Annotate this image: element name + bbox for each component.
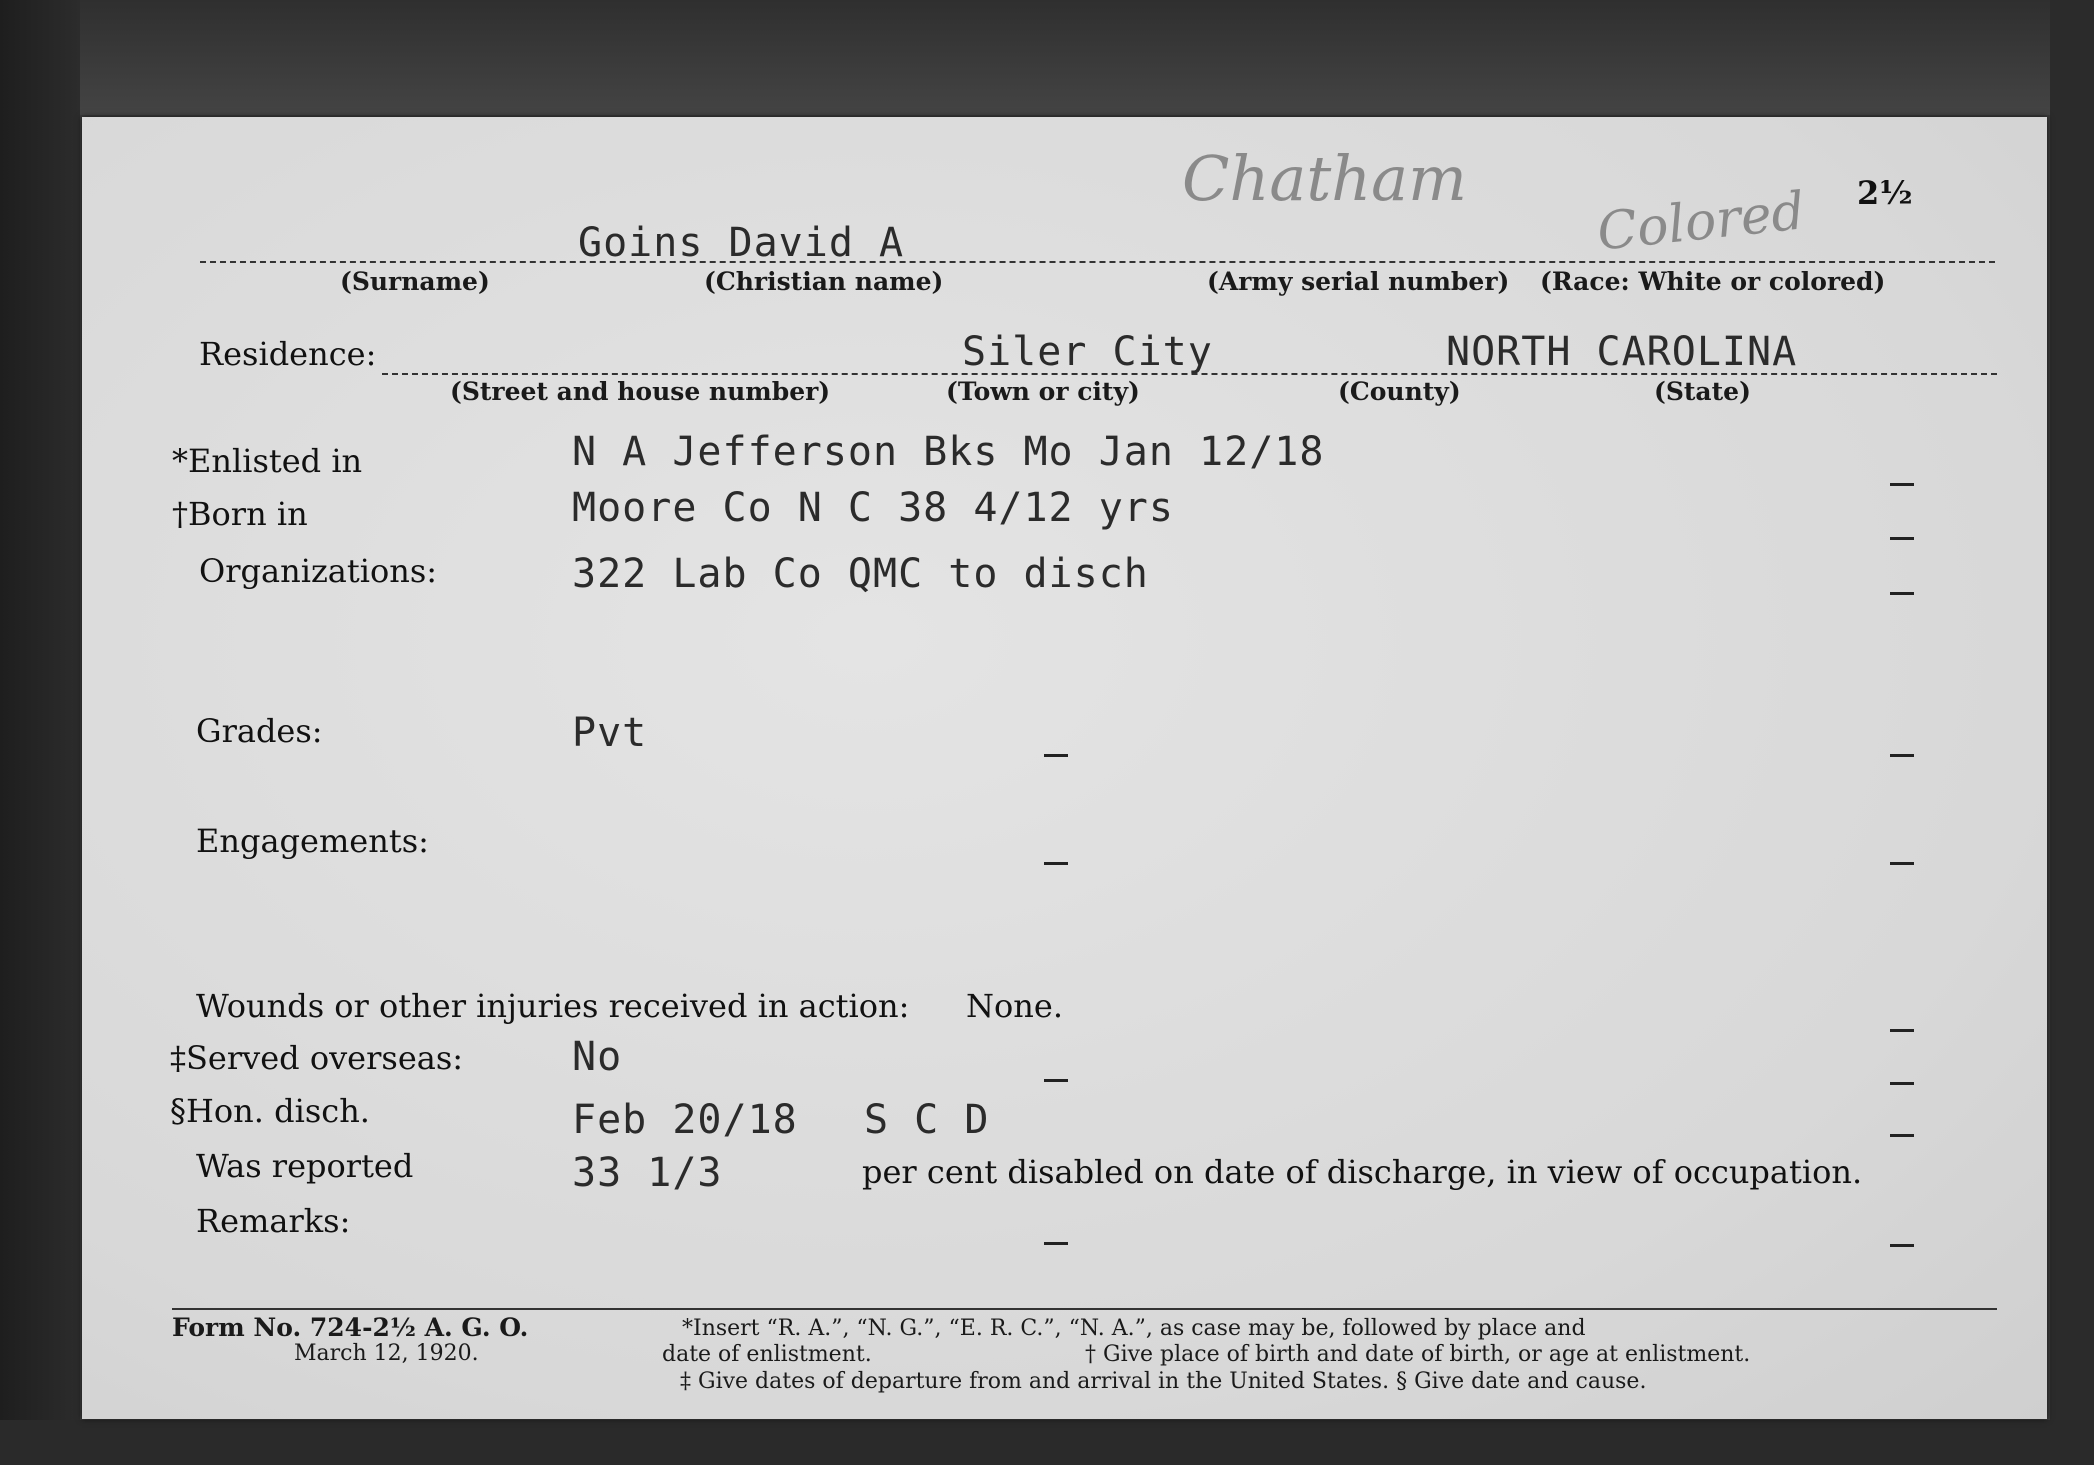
scan-background-bottom [0, 1420, 2094, 1465]
residence-state: NORTH CAROLINA [1446, 329, 1798, 375]
dash-mark [1890, 483, 1914, 486]
service-record-card [82, 117, 2047, 1419]
dash-mark [1044, 1079, 1068, 1082]
footnote-insert: *Insert “R. A.”, “N. G.”, “E. R. C.”, “N. A.”, as case may be, followed by place and [682, 1316, 1586, 1341]
scan-background-right [2050, 0, 2094, 1465]
residence-label: Residence: [199, 335, 377, 373]
dash-mark [1890, 1244, 1914, 1247]
discharge-label: §Hon. disch. [170, 1092, 370, 1130]
dash-mark [1890, 592, 1914, 595]
dash-mark [1890, 862, 1914, 865]
wounds-label: Wounds or other injuries received in action: [196, 987, 910, 1025]
town-caption: (Town or city) [946, 377, 1140, 406]
dash-mark [1044, 754, 1068, 757]
enlisted-value: N A Jefferson Bks Mo Jan 12/18 [572, 429, 1325, 475]
serial-number-caption: (Army serial number) [1207, 267, 1510, 296]
dash-mark [1044, 862, 1068, 865]
residence-town: Siler City [962, 329, 1213, 375]
county-caption: (County) [1338, 377, 1461, 406]
reported-label: Was reported [196, 1147, 414, 1185]
discharge-date: Feb 20/18 [572, 1097, 798, 1143]
handwritten-race: Colored [1594, 181, 1808, 263]
surname-caption: (Surname) [340, 267, 490, 296]
dash-mark [1890, 1029, 1914, 1032]
served-overseas-label: ‡Served overseas: [170, 1039, 464, 1077]
handwritten-county: Chatham [1182, 142, 1467, 215]
dash-mark [1890, 754, 1914, 757]
dash-mark [1044, 1242, 1068, 1245]
dash-mark [1890, 1134, 1914, 1137]
dash-mark [1890, 537, 1914, 540]
name-line [200, 261, 1995, 263]
wounds-value: None. [966, 987, 1063, 1025]
footer-rule [172, 1308, 1997, 1310]
footnote-enlistment: date of enlistment. [662, 1342, 872, 1367]
served-overseas-value: No [572, 1034, 623, 1080]
grades-label: Grades: [196, 712, 323, 750]
christian-name-caption: (Christian name) [704, 267, 944, 296]
disability-suffix: per cent disabled on date of discharge, in view of occupation. [862, 1153, 1863, 1191]
grades-value: Pvt [572, 710, 648, 756]
form-number: Form No. 724-2½ A. G. O. [172, 1313, 529, 1342]
born-value: Moore Co N C 38 4/12 yrs [572, 485, 1174, 531]
organizations-label: Organizations: [199, 552, 438, 590]
footnote-birth: † Give place of birth and date of birth, or age at enlistment. [1085, 1342, 1751, 1367]
form-date: March 12, 1920. [294, 1341, 479, 1366]
engagements-label: Engagements: [196, 822, 429, 860]
street-caption: (Street and house number) [450, 377, 831, 406]
card-number: 2½ [1857, 174, 1913, 212]
discharge-cause: S C D [864, 1097, 990, 1143]
state-caption: (State) [1654, 377, 1751, 406]
scan-background-left [0, 0, 80, 1465]
disability-percent: 33 1/3 [572, 1150, 723, 1196]
soldier-name: Goins David A [578, 220, 905, 266]
scan-background-top [0, 0, 2094, 115]
remarks-label: Remarks: [196, 1202, 351, 1240]
dash-mark [1890, 1082, 1914, 1085]
organizations-value: 322 Lab Co QMC to disch [572, 551, 1149, 597]
enlisted-label: *Enlisted in [172, 442, 363, 480]
race-caption: (Race: White or colored) [1540, 267, 1886, 296]
footnote-overseas-discharge: ‡ Give dates of departure from and arrival in the United States. § Give date and cause. [680, 1369, 1647, 1394]
born-label: †Born in [172, 495, 308, 533]
